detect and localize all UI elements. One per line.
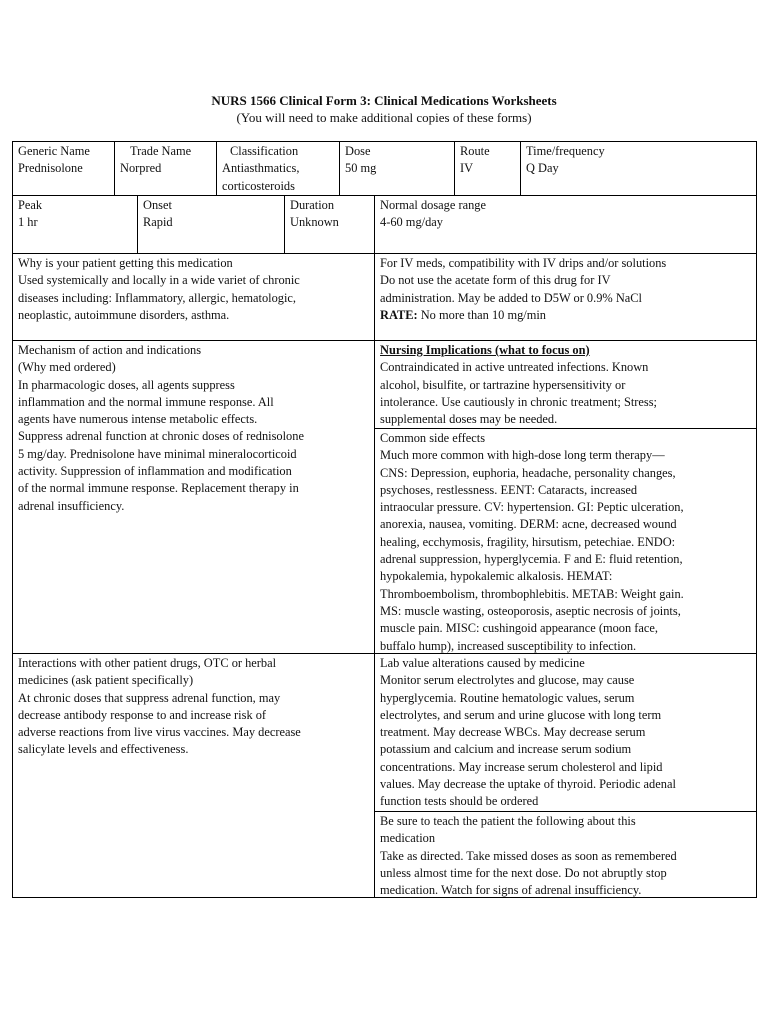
lab-teach-stack xyxy=(374,654,756,897)
form-title-block xyxy=(0,92,768,126)
form-subtitle: (You will need to make additional copies of these forms) xyxy=(236,110,532,125)
nursing-implications-text: supplemental doses may be needed. xyxy=(380,412,558,427)
iv-compatibility-heading: For IV meds, compatibility with IV drips and/or solutions xyxy=(380,256,667,270)
side-effects-text: MS: muscle wasting, osteoporosis, aseptic necrosis of joints, xyxy=(380,603,681,618)
side-effects-text: hypokalemia, hypokalemic alkalosis. HEMAT: xyxy=(380,569,613,584)
route-value: IV xyxy=(460,161,474,176)
side-effects-heading: Common side effects xyxy=(380,431,486,445)
peak-value: 1 hr xyxy=(18,215,38,230)
interactions-text: Interactions with other patient drugs, OTC or herbal xyxy=(18,656,277,670)
patient-teaching-text: Take as directed. Take missed doses as soon as remembered xyxy=(380,848,677,863)
iv-compatibility-cell xyxy=(374,254,756,340)
side-effects-text: buffalo hump), increased susceptibility to infection. xyxy=(380,638,637,653)
dose-value: 50 mg xyxy=(345,161,377,176)
classification-value-2: corticosteroids xyxy=(222,178,295,193)
nursing-implications-heading: Nursing Implications (what to focus on) xyxy=(380,343,590,357)
mechanism-text: agents have numerous intense metabolic effects. xyxy=(18,412,258,427)
dosage-range-label: Normal dosage range xyxy=(380,198,486,212)
iv-rate-label: RATE: xyxy=(380,307,418,322)
interactions-cell xyxy=(13,654,374,897)
mechanism-heading: Mechanism of action and indications xyxy=(18,343,202,357)
side-effects-text: Much more common with high-dose long term therapy— xyxy=(380,448,665,463)
iv-compatibility-text: administration. May be added to D5W or 0.9% NaCl xyxy=(380,290,642,305)
side-effects-text: anorexia, nausea, vomiting. DERM: acne, decreased wound xyxy=(380,517,677,532)
classification-cell xyxy=(216,142,339,195)
lab-values-text: concentrations. May increase serum cholesterol and lipid xyxy=(380,759,663,774)
why-given-heading: Why is your patient getting this medication xyxy=(18,256,233,270)
patient-teaching-text: medication xyxy=(380,831,436,846)
trade-name-label: Trade Name xyxy=(130,144,192,158)
peak-cell xyxy=(13,196,137,253)
side-effects-text: muscle pain. MISC: cushingoid appearance (moon face, xyxy=(380,621,659,636)
mechanism-text: of the normal immune response. Replacement therapy in xyxy=(18,481,299,496)
nursing-implications-text: intolerance. Use cautiously in chronic treatment; Stress; xyxy=(380,394,657,409)
nursing-implications-cell xyxy=(375,341,756,428)
time-frequency-cell xyxy=(520,142,756,195)
nursing-implications-text: alcohol, bisulfite, or tartrazine hypersensitivity or xyxy=(380,377,626,392)
reason-iv-row xyxy=(12,253,757,341)
generic-name-label: Generic Name xyxy=(18,144,90,158)
lab-values-heading: Lab value alterations caused by medicine xyxy=(380,656,585,670)
side-effects-text: Thromboembolism, thrombophlebitis. METAB: Weight gain. xyxy=(380,586,684,601)
mechanism-text: 5 mg/day. Prednisolone have minimal mineralocorticoid xyxy=(18,446,297,461)
side-effects-cell xyxy=(375,428,756,653)
onset-value: Rapid xyxy=(143,215,173,230)
onset-cell xyxy=(137,196,284,253)
nursing-side-effects-stack xyxy=(374,341,756,653)
side-effects-text: adrenal suppression, hyperglycemia. F and E: fluid retention, xyxy=(380,552,683,567)
interactions-text: adverse reactions from live virus vaccines. May decrease xyxy=(18,725,301,740)
interactions-lab-row xyxy=(12,653,757,898)
dosage-range-value: 4-60 mg/day xyxy=(380,215,443,230)
time-frequency-label: Time/frequency xyxy=(526,144,605,158)
patient-teaching-text: Be sure to teach the patient the following about this xyxy=(380,814,636,828)
lab-values-text: electrolytes, and serum and urine glucose with long term xyxy=(380,707,662,722)
nursing-implications-text: Contraindicated in active untreated infections. Known xyxy=(380,360,649,375)
timing-row xyxy=(12,195,757,254)
dose-cell xyxy=(339,142,454,195)
why-given-text: Used systemically and locally in a wide variet of chronic xyxy=(18,273,300,288)
mechanism-nursing-row xyxy=(12,340,757,654)
peak-label: Peak xyxy=(18,198,43,212)
patient-teaching-text: medication. Watch for signs of adrenal insufficiency. xyxy=(380,883,642,897)
mechanism-text: adrenal insufficiency. xyxy=(18,498,125,513)
mechanism-text: In pharmacologic doses, all agents suppress xyxy=(18,377,235,392)
classification-label: Classification xyxy=(230,144,299,158)
side-effects-text: CNS: Depression, euphoria, headache, personality changes, xyxy=(380,465,676,480)
duration-label: Duration xyxy=(290,198,335,212)
side-effects-text: psychoses, restlessness. EENT: Cataracts, increased xyxy=(380,482,638,497)
why-given-text: diseases including: Inflammatory, allergic, hematologic, xyxy=(18,290,297,305)
duration-cell xyxy=(284,196,374,253)
mechanism-subheading: (Why med ordered) xyxy=(18,360,116,375)
lab-values-text: values. May decrease the uptake of thyroid. Periodic adenal xyxy=(380,777,676,792)
generic-name-value: Prednisolone xyxy=(18,161,83,176)
lab-values-text: potassium and calcium and increase serum sodium xyxy=(380,742,632,757)
patient-teaching-text: unless almost time for the next dose. Do not abruptly stop xyxy=(380,865,667,880)
time-frequency-value: Q Day xyxy=(526,161,559,176)
interactions-text: salicylate levels and effectiveness. xyxy=(18,742,189,757)
onset-label: Onset xyxy=(143,198,172,212)
route-cell xyxy=(454,142,520,195)
lab-values-text: function tests should be ordered xyxy=(380,794,539,809)
lab-values-cell xyxy=(375,654,756,811)
form-title: NURS 1566 Clinical Form 3: Clinical Medications Worksheets xyxy=(211,93,557,108)
classification-value-1: Antiasthmatics, xyxy=(222,161,300,176)
interactions-text: decrease antibody response to and increase risk of xyxy=(18,707,267,722)
trade-name-cell xyxy=(114,142,216,195)
lab-values-text: treatment. May decrease WBCs. May decrease serum xyxy=(380,725,646,740)
trade-name-value: Norpred xyxy=(120,161,162,176)
mechanism-cell xyxy=(13,341,374,653)
route-label: Route xyxy=(460,144,490,158)
side-effects-text: intraocular pressure. CV: hypertension. GI: Peptic ulceration, xyxy=(380,500,684,515)
dosage-range-cell xyxy=(374,196,756,253)
mechanism-text: Suppress adrenal function at chronic doses of rednisolone xyxy=(18,429,304,444)
why-given-text: neoplastic, autoimmune disorders, asthma. xyxy=(18,307,230,322)
iv-rate-line xyxy=(380,307,751,324)
interactions-text: medicines (ask patient specifically) xyxy=(18,673,194,688)
why-given-cell xyxy=(13,254,374,340)
lab-values-text: Monitor serum electrolytes and glucose, may cause xyxy=(380,673,635,688)
duration-value: Unknown xyxy=(290,215,339,230)
dose-label: Dose xyxy=(345,144,371,158)
generic-name-cell xyxy=(13,142,114,195)
side-effects-text: healing, ecchymosis, fragility, hirsutism, petechiae. ENDO: xyxy=(380,534,676,549)
mechanism-text: inflammation and the normal immune response. All xyxy=(18,394,274,409)
patient-teaching-cell xyxy=(375,811,756,897)
mechanism-text: activity. Suppression of inflammation and modification xyxy=(18,464,292,479)
iv-compatibility-text: Do not use the acetate form of this drug for IV xyxy=(380,273,611,288)
interactions-text: At chronic doses that suppress adrenal function, may xyxy=(18,690,281,705)
med-info-row xyxy=(12,141,757,196)
iv-rate-value: No more than 10 mg/min xyxy=(417,307,547,322)
lab-values-text: hyperglycemia. Routine hematologic values, serum xyxy=(380,690,635,705)
